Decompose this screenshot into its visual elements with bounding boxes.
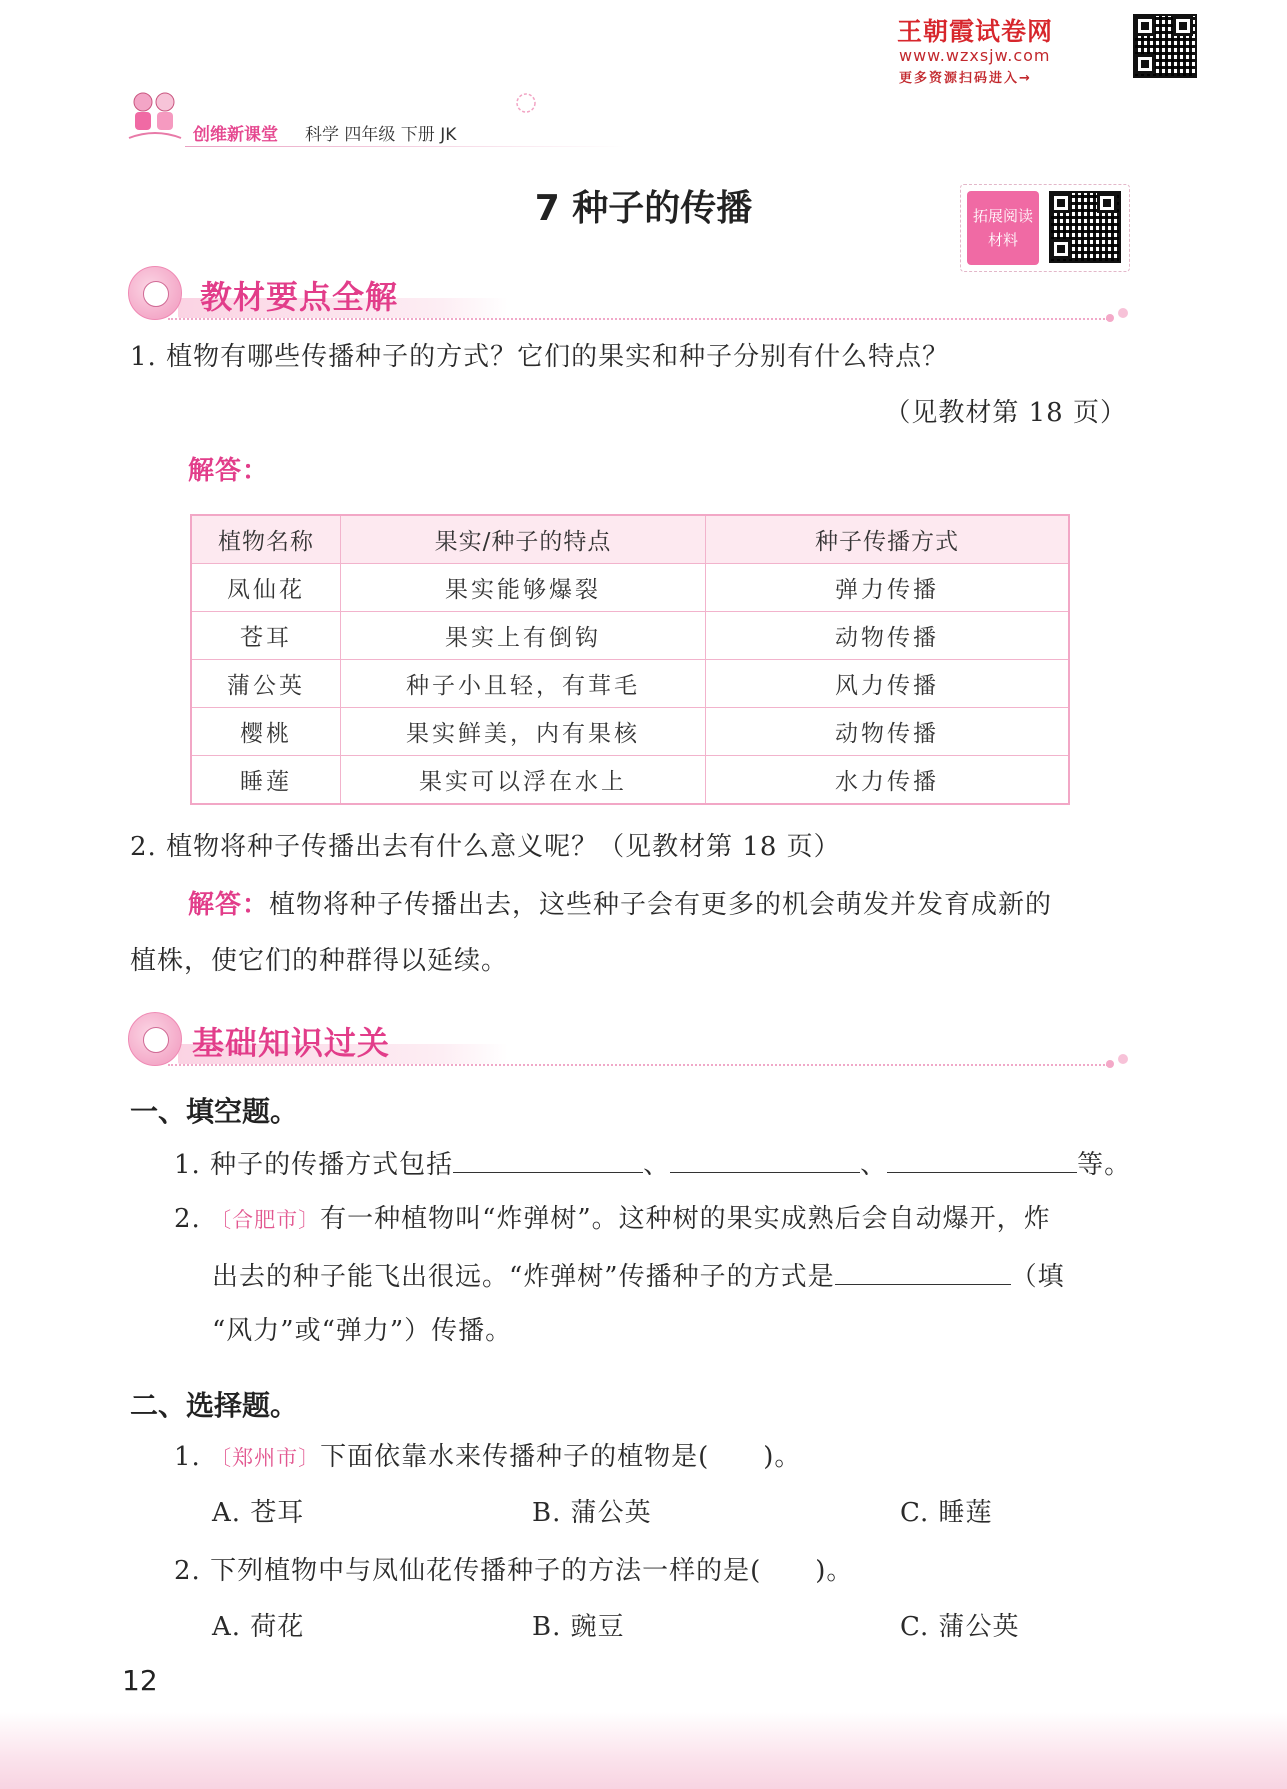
extended-reading-line2: 材料 [987,231,1018,249]
book-header [125,88,645,148]
brand-tip: 更多资源扫码进入→ [899,71,1032,86]
choice-option[interactable]: C. 睡莲 [900,1498,993,1528]
table-cell: 果实能够爆裂 [341,564,706,612]
table-cell: 弹力传播 [706,564,1070,612]
table-header-cell: 果实/种子的特点 [341,515,706,564]
answer-label: 解答： [188,890,270,920]
series-name: 创维新课堂 [193,125,278,145]
fill-in-title: 一、填空题。 [130,1095,299,1128]
fill-question-2-text: 出去的种子能飞出很远。“炸弹树”传播种子的方式是 [212,1262,835,1292]
fill-question-2-line1: 有一种植物叫“炸弹树”。这种树的果实成熟后会自动爆开，炸 [320,1204,1051,1234]
answer-blank[interactable] [670,1148,860,1173]
table-cell: 果实可以浮在水上 [341,756,706,805]
separator: 、 [860,1150,888,1180]
region-tag: 〔郑州市〕 [210,1446,321,1470]
fill-question-1-text: 1. 种子的传播方式包括 [174,1150,454,1180]
table-cell: 果实上有倒钩 [341,612,706,660]
table-row [191,564,1069,612]
question-number: 1. [174,1442,201,1472]
question-1-reference: （见教材第 18 页） [884,398,1127,428]
brand-qr-code-icon [1133,14,1197,78]
choice-option[interactable]: C. 蒲公英 [900,1612,1020,1642]
region-tag: 〔合肥市〕 [210,1208,321,1232]
table-header-row [191,515,1069,564]
mascot-icon [128,266,182,320]
brand-url: www.wzxsjw.com [899,46,1051,65]
lesson-title: 7 种子的传播 [534,188,753,229]
table-row [191,756,1069,805]
mascot-icon [128,1012,182,1066]
table-cell: 凤仙花 [191,564,341,612]
choice-question-1-text: 下面依靠水来传播种子的植物是( )。 [320,1442,802,1472]
table-cell: 樱桃 [191,708,341,756]
answer-blank[interactable] [887,1148,1077,1173]
subject-info: 科学 四年级 下册 JK [305,125,457,145]
question-2: 2. 植物将种子传播出去有什么意义呢？（见教材第 18 页） [130,832,841,862]
choice-question-2: 2. 下列植物中与凤仙花传播种子的方法一样的是( )。 [174,1556,854,1586]
answer-2 [188,890,1052,920]
extended-reading-tag [967,191,1039,265]
section-banner-label: 教材要点全解 [200,278,399,316]
children-mascot-icon [125,88,185,148]
choice-question-1 [174,1442,801,1473]
fill-question-2 [174,1204,1051,1235]
extended-reading-box[interactable] [960,184,1130,272]
answer-2-line2: 植株，使它们的种群得以延续。 [130,946,509,976]
separator: 、 [643,1150,671,1180]
table-cell: 动物传播 [706,708,1070,756]
brand-name: 王朝霞试卷网 [897,17,1054,46]
header-divider [185,146,625,147]
fill-question-2-line3: “风力”或“弹力”）传播。 [212,1316,513,1346]
question-number: 2. [174,1204,201,1234]
table-row [191,660,1069,708]
table-cell: 动物传播 [706,612,1070,660]
table-header-cell: 植物名称 [191,515,341,564]
table-row [191,708,1069,756]
question-1: 1. 植物有哪些传播种子的方式？它们的果实和种子分别有什么特点？ [130,342,950,372]
section-banner-key-points [128,262,1128,322]
table-cell: 苍耳 [191,612,341,660]
answer-blank[interactable] [835,1260,1011,1285]
table-cell: 蒲公英 [191,660,341,708]
fill-question-2-line2 [212,1260,1065,1292]
page-number: 12 [122,1664,158,1697]
footer-band [0,1712,1287,1789]
fill-question-1 [174,1148,1131,1180]
extended-reading-qr-code-icon [1049,191,1121,263]
table-header-cell: 种子传播方式 [706,515,1070,564]
table-cell: 睡莲 [191,756,341,805]
table-cell: 果实鲜美，内有果核 [341,708,706,756]
choice-option[interactable]: A. 苍耳 [212,1498,305,1528]
section-banner-label: 基础知识过关 [192,1024,391,1062]
answer-2-line1: 植物将种子传播出去，这些种子会有更多的机会萌发并发育成新的 [269,890,1053,920]
fill-question-1-end: 等。 [1077,1150,1132,1180]
answer-label: 解答： [188,456,270,486]
extended-reading-line1: 拓展阅读 [972,207,1033,225]
choice-title: 二、选择题。 [130,1389,299,1422]
table-cell: 风力传播 [706,660,1070,708]
answer-blank[interactable] [453,1148,643,1173]
flower-decoration-icon [515,92,537,114]
seed-dispersal-table [190,514,1070,805]
table-cell: 水力传播 [706,756,1070,805]
choice-option[interactable]: B. 蒲公英 [532,1498,652,1528]
choice-option[interactable]: A. 荷花 [212,1612,305,1642]
fill-question-2-text: （填 [1010,1262,1065,1292]
table-cell: 种子小且轻，有茸毛 [341,660,706,708]
choice-option[interactable]: B. 豌豆 [532,1612,625,1642]
table-row [191,612,1069,660]
section-banner-basic-knowledge [128,1008,1128,1068]
